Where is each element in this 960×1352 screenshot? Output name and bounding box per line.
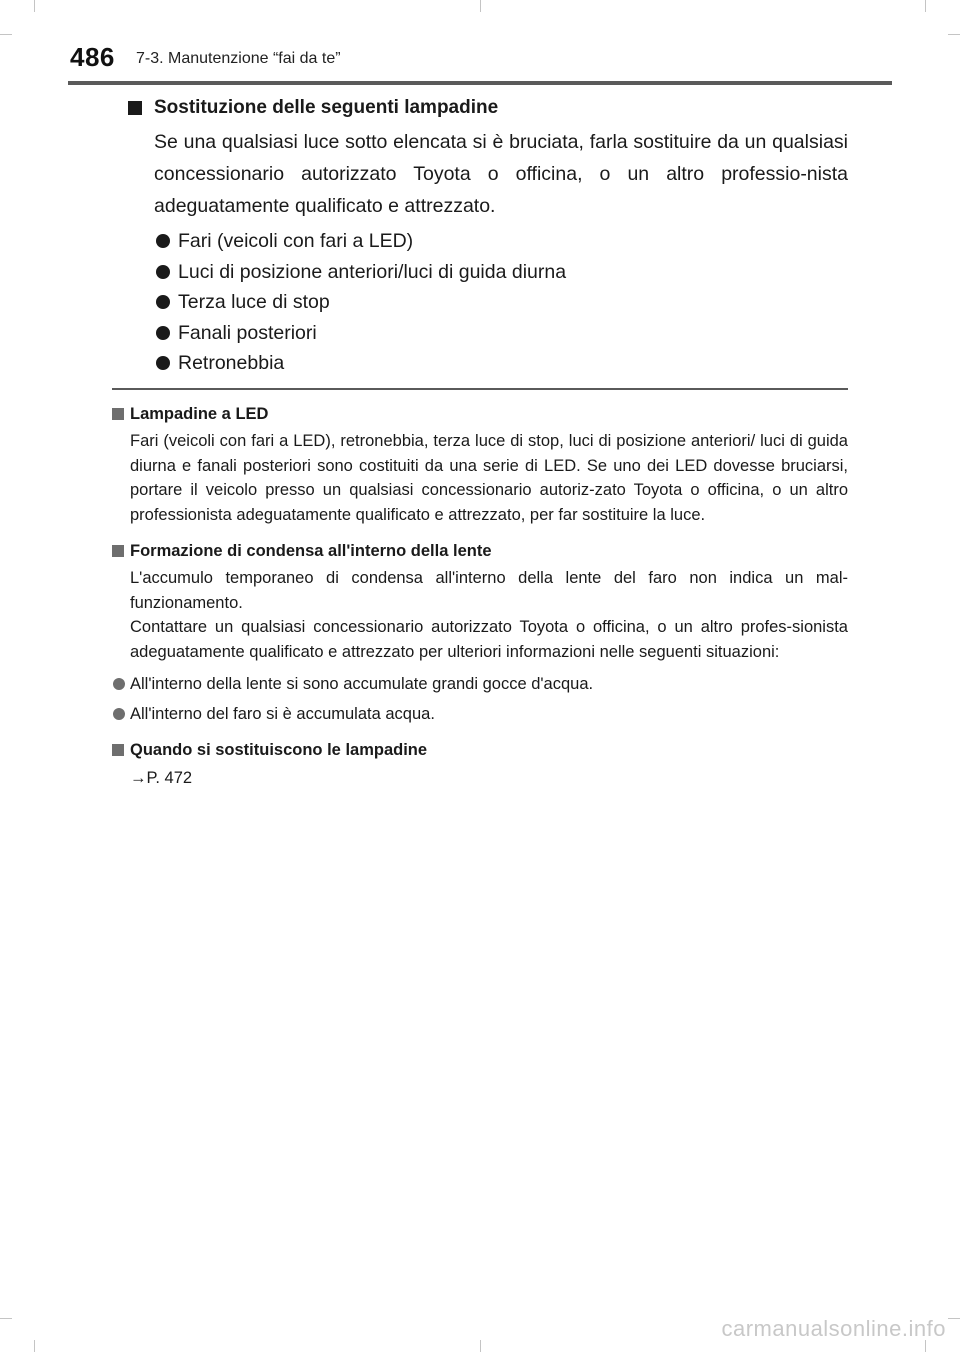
watermark: carmanualsonline.info — [721, 1316, 946, 1341]
note-led — [112, 402, 848, 527]
note-heading — [112, 539, 848, 563]
crop-mark — [0, 1318, 12, 1319]
square-bullet-icon — [128, 101, 142, 115]
list-item-text: Retronebbia — [178, 352, 285, 375]
list-item-text: All'interno della lente si sono accumulate grandi gocce d'acqua. — [130, 675, 594, 693]
round-bullet-icon — [156, 234, 170, 248]
note-heading-text: Formazione di condensa all'interno della lente — [130, 542, 492, 560]
round-bullet-icon — [156, 295, 170, 309]
square-bullet-icon — [112, 545, 124, 557]
list-item-text: Luci di posizione anteriori/luci di guida diurna — [178, 260, 567, 283]
note-heading-text: Quando si sostituiscono le lampadine — [130, 741, 428, 759]
note-paragraph: Contattare un qualsiasi concessionario autorizzato Toyota o officina, o un altro profes-sionista adeguatamente qualificato e attrezzato per ulteriori informazioni nelle seguenti situazioni: — [130, 618, 848, 661]
section-title: 7-3. Manutenzione “fai da te” — [136, 50, 341, 67]
page-number: 486 — [70, 42, 115, 72]
notes-section — [112, 402, 848, 802]
note-replacing — [112, 738, 848, 790]
crop-mark — [480, 1340, 481, 1352]
section-divider — [112, 388, 848, 390]
section-paragraph: Se una qualsiasi luce sotto elencata si è bruciata, farla sostituire da un qualsiasi concessionario autorizzato Toyota o officina, o un altro professio-nista adeguatamente qualificato e attrezzato. — [154, 131, 848, 217]
main-section — [128, 94, 848, 379]
page-reference-link[interactable]: →P. 472 — [130, 769, 193, 787]
round-bullet-icon — [156, 326, 170, 340]
list-item — [128, 348, 848, 379]
round-bullet-icon — [156, 265, 170, 279]
list-item-text: All'interno del faro si è accumulata acqua. — [130, 705, 435, 723]
list-item — [128, 287, 848, 318]
page-header — [0, 0, 960, 82]
header-rule — [68, 81, 892, 85]
crop-mark — [34, 1340, 35, 1352]
note-paragraph: L'accumulo temporaneo di condensa all'interno della lente del faro non indica un mal-funzionamento. — [130, 569, 848, 612]
section-heading — [128, 94, 848, 122]
section-heading-text: Sostituzione delle seguenti lampadine — [154, 97, 499, 118]
list-item — [128, 318, 848, 349]
note-condensation — [112, 539, 848, 726]
note-heading-text: Lampadine a LED — [130, 405, 269, 423]
list-item — [128, 226, 848, 257]
note-heading — [112, 402, 848, 426]
list-item — [112, 702, 848, 726]
round-bullet-icon — [156, 356, 170, 370]
list-item-text: Fanali posteriori — [178, 321, 317, 344]
square-bullet-icon — [112, 408, 124, 420]
list-item-text: Fari (veicoli con fari a LED) — [178, 230, 414, 252]
crop-mark — [948, 1318, 960, 1319]
list-item-text: Terza luce di stop — [178, 291, 330, 314]
list-item — [128, 257, 848, 288]
square-bullet-icon — [112, 744, 124, 756]
round-bullet-icon — [113, 708, 125, 720]
bulb-list — [128, 226, 848, 379]
note-heading — [112, 738, 848, 762]
note-paragraph: Fari (veicoli con fari a LED), retronebbia, terza luce di stop, luci di posizione anteriori/ luci di guida diurna e fanali posteriori sono costituiti da una serie di LED. Se uno dei LED dovesse bruciarsi, portare il veicolo presso un qualsiasi concessionario autoriz-zato Toyota o officina, o un altro professionista adeguatamente qualificato e attrezzato, per far sostituire la luce. — [130, 432, 848, 524]
round-bullet-icon — [113, 678, 125, 690]
list-item — [112, 672, 848, 696]
